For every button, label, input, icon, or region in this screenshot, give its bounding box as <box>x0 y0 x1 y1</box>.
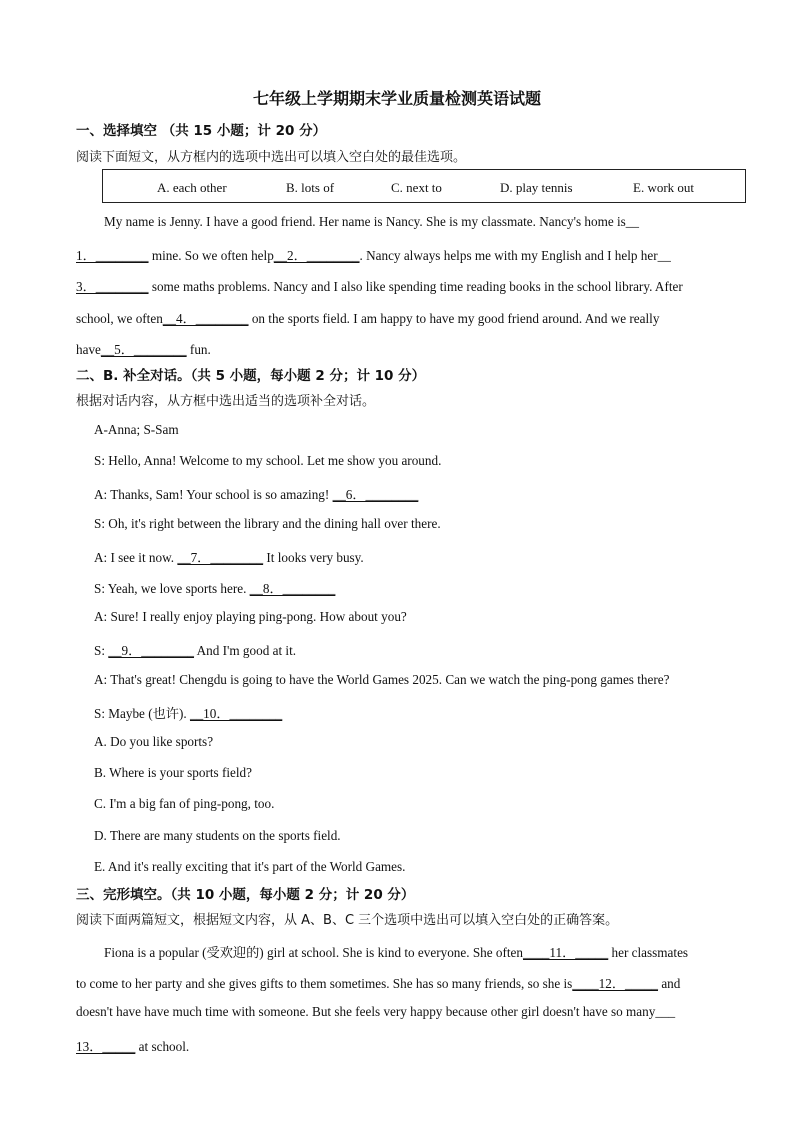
dialogue-line: S: Maybe (也许). __10．________ <box>94 706 283 721</box>
section3-instruction: 阅读下面两篇短文，根据短文内容，从 A、B、C 三个选项中选出可以填入空白处的正确答案。 <box>76 913 619 928</box>
option-e: E. work out <box>633 180 695 195</box>
dialogue-line: A: I see it now. __7．________ It looks very busy. <box>94 550 364 565</box>
page-title: 七年级上学期期末学业质量检测英语试题 <box>252 89 541 108</box>
passage2-line: to come to her party and she gives gifts to them sometimes. She has so many friends, so she is____12．_____ and <box>76 976 681 991</box>
dialogue-line: A: That's great! Chengdu is going to have the World Games 2025. Can we watch the ping-pong games there? <box>94 672 670 687</box>
dialogue-line: A-Anna; S-Sam <box>94 422 179 437</box>
blank-6: __6．________ <box>332 487 419 502</box>
choice-b: B. Where is your sports field? <box>94 765 252 780</box>
passage2-line: 13．_____ at school. <box>76 1039 190 1054</box>
passage2-line: doesn't have have much time with someone. But she feels very happy because other girl doesn't have so many___ <box>76 1004 676 1019</box>
passage1-line: My name is Jenny. I have a good friend. Her name is Nancy. She is my classmate. Nancy's home is__ <box>104 214 639 229</box>
option-b: B. lots of <box>286 180 335 195</box>
blank-8: __8．________ <box>249 581 336 596</box>
blank-9: __9．________ <box>108 643 195 658</box>
section3-heading: 三、完形填空。（共 10 小题，每小题 2 分；计 20 分） <box>76 887 415 903</box>
passage1-line: school, we often__4．________ on the sports field. I am happy to have my good friend around. And we really <box>76 311 660 326</box>
blank-1: 1．________ <box>76 248 149 263</box>
blank-3: 3．________ <box>76 279 149 294</box>
choice-e: E. And it's really exciting that it's part of the World Games. <box>94 859 406 874</box>
section2-instruction: 根据对话内容，从方框中选出适当的选项补全对话。 <box>76 394 376 409</box>
passage1-line: have__5．________ fun. <box>76 342 211 357</box>
blank-13: 13．_____ <box>76 1039 136 1054</box>
passage1-line: 3．________ some maths problems. Nancy and I also like spending time reading books in the school library. After <box>76 279 683 294</box>
dialogue-line: S: Hello, Anna! Welcome to my school. Let me show you around. <box>94 453 442 468</box>
option-c: C. next to <box>391 180 442 195</box>
dialogue-line: S: Yeah, we love sports here. __8．________ <box>94 581 336 596</box>
option-d: D. play tennis <box>500 180 573 195</box>
choice-a: A. Do you like sports? <box>94 734 214 749</box>
dialogue-line: A: Thanks, Sam! Your school is so amazing! __6．________ <box>94 487 419 502</box>
dialogue-line: A: Sure! I really enjoy playing ping-pong. How about you? <box>94 609 407 624</box>
blank-7: __7．________ <box>177 550 264 565</box>
choice-d: D. There are many students on the sports field. <box>94 828 341 843</box>
passage2-line: Fiona is a popular (受欢迎的) girl at school. She is kind to everyone. She often____11．_____ her classmates <box>104 945 689 960</box>
blank-12: ____12．_____ <box>572 976 659 991</box>
section2-heading: 二、B. 补全对话。（共 5 小题，每小题 2 分；计 10 分） <box>76 368 426 384</box>
section1-instruction: 阅读下面短文，从方框内的选项中选出可以填入空白处的最佳选项。 <box>76 150 467 165</box>
blank-4: __4．________ <box>162 311 249 326</box>
blank-5: __5．________ <box>100 342 187 357</box>
section1-heading: 一、选择填空 （共 15 小题；计 20 分） <box>76 123 327 139</box>
dialogue-line: S: __9．________ And I'm good at it. <box>94 643 297 658</box>
option-a: A. each other <box>157 180 227 195</box>
dialogue-line: S: Oh, it's right between the library and the dining hall over there. <box>94 516 441 531</box>
blank-10: __10．________ <box>189 706 283 721</box>
choice-c: C. I'm a big fan of ping-pong, too. <box>94 796 275 811</box>
options-box <box>102 169 746 203</box>
passage1-line: 1．________ mine. So we often help__2．________. Nancy always helps me with my English and I help her__ <box>76 248 671 263</box>
blank-11: ____11．_____ <box>523 945 609 960</box>
blank-2: __2．________ <box>273 248 360 263</box>
